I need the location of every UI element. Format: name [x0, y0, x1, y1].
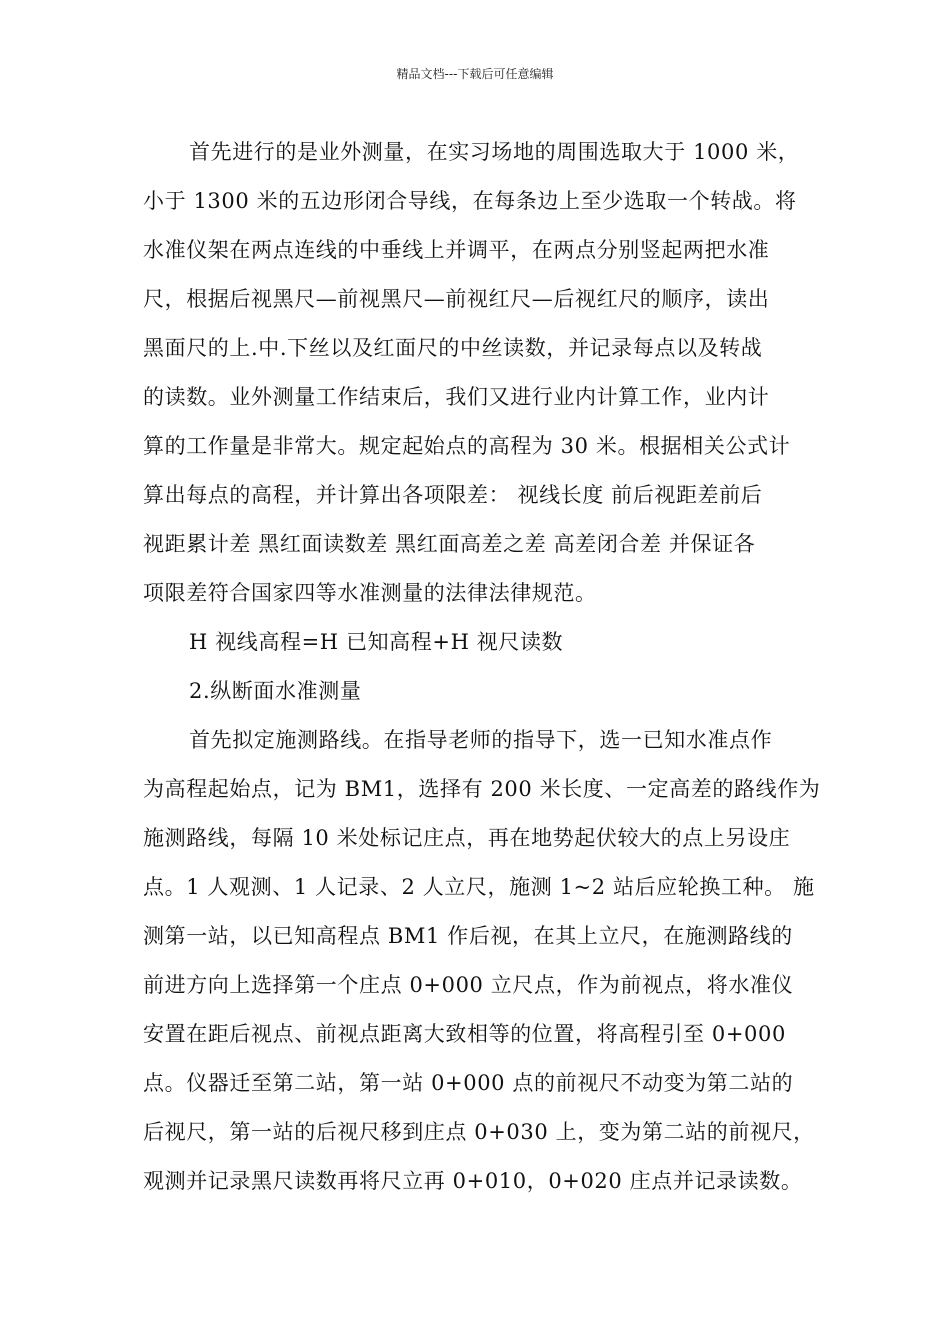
text-line: 前进方向上选择第一个庄点 0+000 立尺点，作为前视点，将水准仪 — [143, 973, 794, 997]
text-line: 测第一站，以已知高程点 BM1 作后视，在其上立尺，在施测路线的 — [143, 924, 793, 948]
formula-line: H 视线高程=H 已知高程+H 视尺读数 — [189, 630, 564, 654]
text-line: 安置在距后视点、前视点距离大致相等的位置，将高程引至 0+000 — [143, 1022, 786, 1046]
text-line: 视距累计差 黑红面读数差 黑红面高差之差 高差闭合差 并保证各 — [143, 532, 756, 556]
paragraph-field-survey — [143, 128, 811, 618]
text-line: 为高程起始点，记为 BM1，选择有 200 米长度、一定高差的路线作为 — [143, 777, 821, 801]
text-line: 施测路线，每隔 10 米处标记庄点，再在地势起伏较大的点上另设庄 — [143, 826, 791, 850]
text-line: 首先拟定施测路线。在指导老师的指导下，选一已知水准点作 — [189, 728, 773, 752]
text-line: 后视尺，第一站的后视尺移到庄点 0+030 上，变为第二站的前视尺， — [143, 1120, 815, 1144]
text-line: 小于 1300 米的五边形闭合导线，在每条边上至少选取一个转战。将 — [143, 189, 797, 213]
text-line: 点。1 人观测、1 人记录、2 人立尺，施测 1~2 站后应轮换工种。 施 — [143, 875, 815, 899]
text-line: 算的工作量是非常大。规定起始点的高程为 30 米。根据相关公式计 — [143, 434, 791, 458]
text-line: 点。仪器迁至第二站，第一站 0+000 点的前视尺不动变为第二站的 — [143, 1071, 794, 1095]
text-line: 首先进行的是业外测量，在实习场地的周围选取大于 1000 米， — [189, 140, 800, 164]
paragraph-section-heading — [143, 667, 811, 716]
text-line: 水准仪架在两点连线的中垂线上并调平，在两点分别竖起两把水准 — [143, 238, 770, 262]
document-body — [143, 128, 821, 1206]
text-line: 观测并记录黑尺读数再将尺立再 0+010，0+020 庄点并记录读数。 — [143, 1169, 803, 1193]
text-line: 黑面尺的上.中.下丝以及红面尺的中丝读数，并记录每点以及转战 — [143, 336, 763, 360]
text-line: 的读数。业外测量工作结束后，我们又进行业内计算工作，业内计 — [143, 385, 770, 409]
page-header: 精品文档---下载后可任意编辑 — [396, 67, 554, 81]
text-line: 算出每点的高程，并计算出各项限差： 视线长度 前后视距差前后 — [143, 483, 763, 507]
text-line: 项限差符合国家四等水准测量的法律法律规范。 — [143, 581, 597, 605]
text-line: 尺，根据后视黑尺—前视黑尺—前视红尺—后视红尺的顺序，读出 — [143, 287, 770, 311]
section-heading: 2.纵断面水准测量 — [189, 679, 362, 703]
paragraph-profile-leveling — [143, 716, 821, 1206]
paragraph-formula — [143, 618, 811, 667]
